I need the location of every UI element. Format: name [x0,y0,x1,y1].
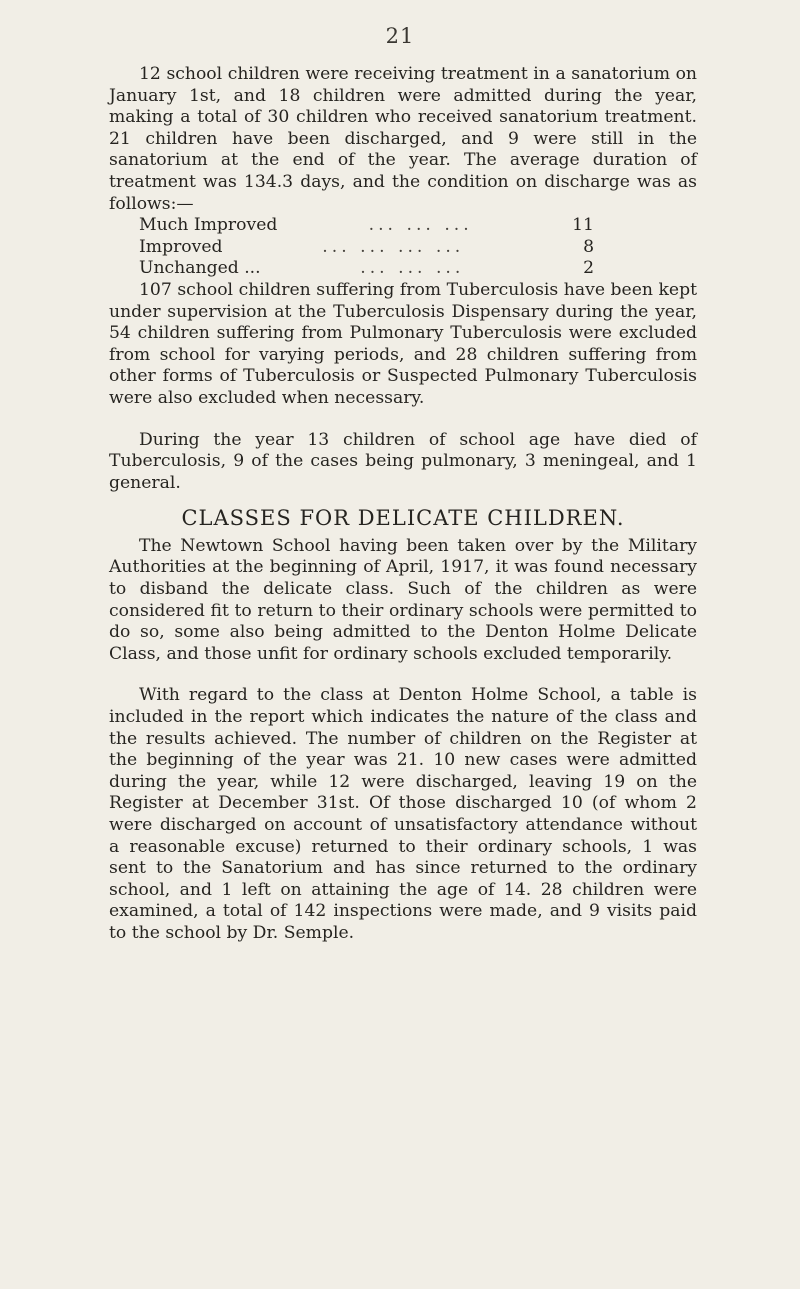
row-value: 11 [572,215,594,236]
paragraph-denton-holme-class: With regard to the class at Denton Holme School, a table is included in the report which indicates the nature of the class and the results achieved. The number of children on the Register at the beginning of the year was 21. 10 new cases were admitted during the year, while 12 were discharged, leaving 19 on the Register at December 31st. Of those discharged 10 (of whom 2 were discharged on account of unsatisfactory attendance without a reasonable excuse) returned to their ordinary schools, 1 was sent to the Sanatorium and has since returned to the ordinary school, and 1 left on attaining the age of 14. 28 children were examined, a total of 142 inspections were made, and 9 visits paid to the school by Dr. Semple. [109,685,697,943]
row-leader-dots: ... ... ... ... [322,236,465,257]
paragraph-newtown-school: The Newtown School having been taken over by the Military Authorities at the beginning of April, 1917, it was found necessary to disband the delicate class. Such of the children as were considered fit to return to their ordinary schools were permitted to do so, some also being admitted to the Denton Holme Delicate Class, and those unfit for ordinary schools excluded temporarily. [109,535,697,664]
paragraph-sanatorium-treatment: 12 school children were receiving treatment in a sanatorium on January 1st, and 18 children were admitted during the year, making a total of 30 children who received sanatorium treatment. 21 children have been discharged, and 9 were still in the sanatorium at the end of the year. The average duration of treatment was 134.3 days, and the condition on discharge was as follows:— [109,64,697,214]
discharge-condition-table [139,215,594,280]
table-row [139,258,594,280]
row-label: Improved [139,236,223,257]
row-label: Much Improved [139,215,278,236]
table-row [139,237,594,259]
paragraph-dispensary-supervision: 107 school children suffering from Tuberculosis have been kept under supervision at the Tuberculosis Dispensary during the year, 54 children suffering from Pulmonary Tuberculosis were excluded from school for varying periods, and 28 children suffering from other forms of Tuberculosis or Suspected Pulmonary Tuberculosis were also excluded when necessary. [109,279,697,408]
page-number: 21 [385,24,415,48]
section-heading: CLASSES FOR DELICATE CHILDREN. [181,506,625,531]
document-body [109,64,697,945]
paragraph-tuberculosis-deaths: During the year 13 children of school age have died of Tuberculosis, 9 of the cases being pulmonary, 3 meningeal, and 1 general. [109,429,697,493]
row-label: Unchanged ... [139,258,261,279]
row-value: 8 [583,236,594,257]
row-leader-dots: ... ... ... [368,215,473,236]
table-row [139,215,594,237]
row-value: 2 [583,258,594,279]
row-leader-dots: ... ... ... [360,258,465,279]
